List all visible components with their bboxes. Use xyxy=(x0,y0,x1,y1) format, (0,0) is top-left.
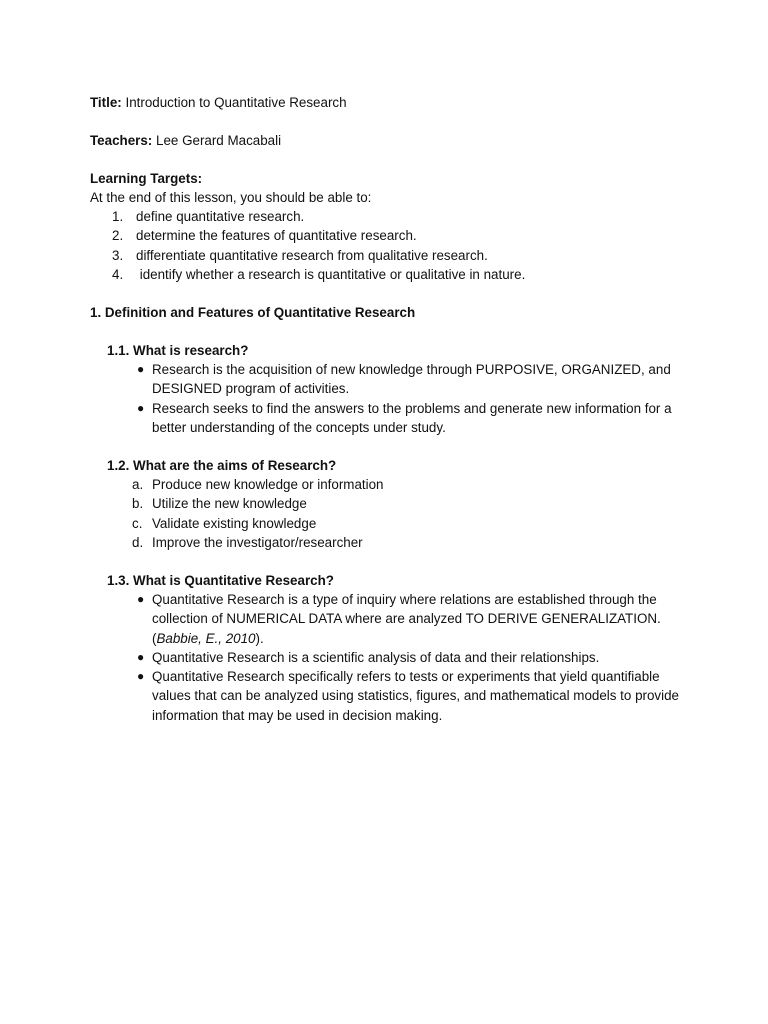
list-letter: c. xyxy=(132,515,143,531)
bullet-icon: ● xyxy=(137,361,145,376)
list-letter: b. xyxy=(132,496,144,512)
teachers-line xyxy=(90,131,690,150)
citation: Babbie, E., 2010 xyxy=(156,630,256,646)
list-item xyxy=(107,590,690,648)
list-item xyxy=(107,667,690,725)
title-label: Title: xyxy=(90,95,122,110)
list-item-text: differentiate quantitative research from qualitative research. xyxy=(136,247,488,263)
section-1-3-heading: 1.3. What is Quantitative Research? xyxy=(107,572,334,588)
title-line xyxy=(90,93,690,112)
list-item xyxy=(90,265,690,284)
list-item xyxy=(90,226,690,245)
list-item-text: Quantitative Research is a type of inquiry where relations are established through the collection of NUMERICAL DATA where are analyzed TO DERIVE GENERALIZATION. xyxy=(152,591,661,627)
list-item-text: Quantitative Research is a scientific analysis of data and their relationships. xyxy=(152,649,600,665)
section-1-1-bullets xyxy=(107,360,690,437)
list-item-text: Produce new knowledge or information xyxy=(152,476,384,492)
section1-heading xyxy=(90,303,690,322)
list-item-text: Validate existing knowledge xyxy=(152,515,317,531)
learning-targets-heading-text: Learning Targets: xyxy=(90,170,203,186)
section-1-2 xyxy=(90,456,690,552)
list-letter: a. xyxy=(132,476,144,492)
list-item xyxy=(90,246,690,265)
section-1-2-list xyxy=(107,475,690,552)
list-item xyxy=(107,533,690,552)
bullet-icon: ● xyxy=(137,669,145,684)
list-item-text: define quantitative research. xyxy=(136,209,305,225)
list-number: 3. xyxy=(112,247,124,263)
list-item-text: Research seeks to find the answers to the problems and generate new information for a better understanding of the concepts under study. xyxy=(152,400,672,435)
section-1-2-heading: 1.2. What are the aims of Research? xyxy=(107,457,337,473)
bullet-icon: ● xyxy=(137,649,145,664)
teachers-value: Lee Gerard Macabali xyxy=(156,132,282,148)
list-number: 4. xyxy=(112,267,124,283)
learning-targets-list xyxy=(90,207,690,284)
bullet-icon: ● xyxy=(137,591,145,606)
list-item-text: Quantitative Research specifically refers to tests or experiments that yield quantifiable values that can be analyzed using statistics, figures, and mathematical models to provide information that may be used in decision making. xyxy=(152,669,679,723)
section-1-3-bullets xyxy=(107,590,690,725)
list-item-text: Utilize the new knowledge xyxy=(152,496,307,512)
list-letter: d. xyxy=(132,534,144,550)
document-page xyxy=(90,93,690,725)
list-item xyxy=(107,399,690,438)
section-1-1-heading: 1.1. What is research? xyxy=(107,342,249,358)
section1-heading-text: 1. Definition and Features of Quantitative Research xyxy=(90,304,416,320)
learning-targets-heading xyxy=(90,169,690,188)
citation-open: ( xyxy=(152,630,157,646)
list-item xyxy=(107,494,690,513)
citation-close: ). xyxy=(255,630,264,646)
section-1-1 xyxy=(90,341,690,437)
list-item-text: determine the features of quantitative research. xyxy=(136,228,417,244)
list-item xyxy=(90,207,690,226)
list-item-text: identify whether a research is quantitative or qualitative in nature. xyxy=(136,267,526,283)
teachers-label: Teachers: xyxy=(90,132,153,148)
list-item xyxy=(107,648,690,667)
list-item xyxy=(107,360,690,399)
bullet-icon: ● xyxy=(137,400,145,415)
list-item-text: Improve the investigator/researcher xyxy=(152,534,363,550)
list-number: 2. xyxy=(112,228,124,244)
title-value: Introduction to Quantitative Research xyxy=(125,95,347,110)
list-number: 1. xyxy=(112,209,124,225)
list-item-text: Research is the acquisition of new knowledge through PURPOSIVE, ORGANIZED, and DESIGNED program of activities. xyxy=(152,361,671,397)
learning-targets-intro: At the end of this lesson, you should be able to: xyxy=(90,189,372,205)
list-item xyxy=(107,475,690,494)
section-1-3 xyxy=(90,571,690,725)
list-item xyxy=(107,514,690,533)
